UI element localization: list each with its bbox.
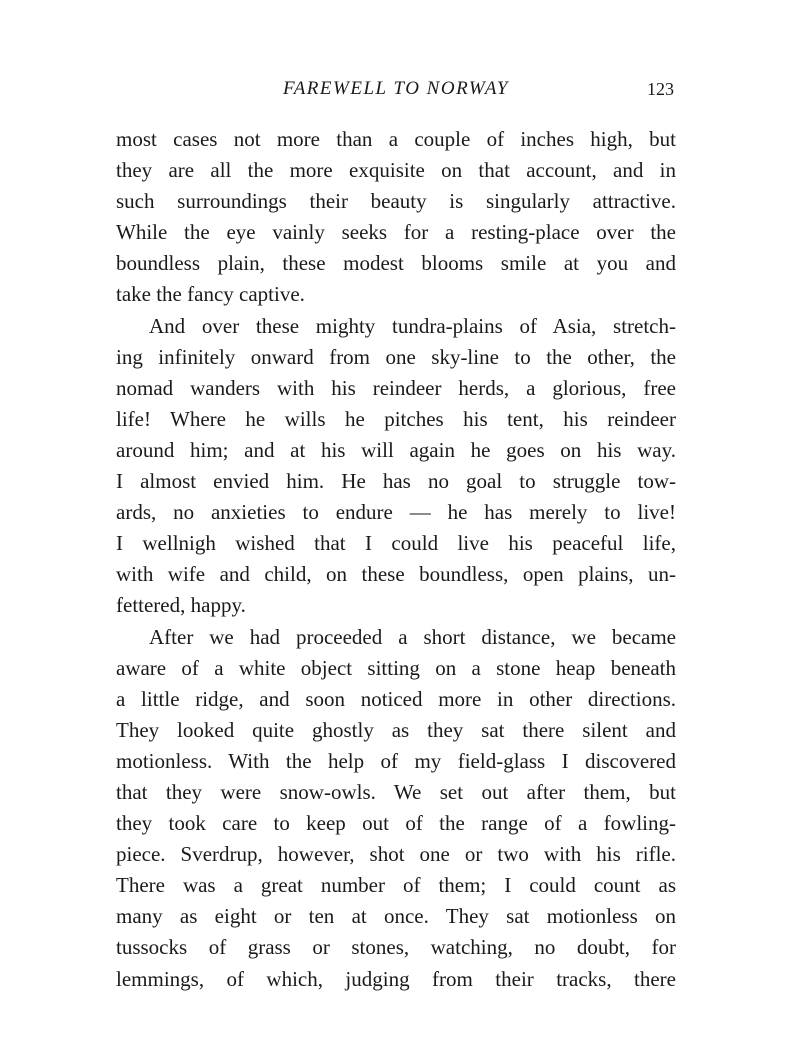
running-head <box>116 74 676 104</box>
text-line: While the eye vainly seeks for a resting-place over the <box>116 220 676 245</box>
text-line: They looked quite ghostly as they sat there silent and <box>116 717 676 742</box>
running-title: FAREWELL TO NORWAY <box>283 78 509 99</box>
text-line: most cases not more than a couple of inches high, but <box>116 127 676 151</box>
text-line: life! Where he wills he pitches his tent, his reindeer <box>116 406 676 431</box>
text-line: ards, no anxieties to endure — he has merely to live! <box>116 500 676 525</box>
text-line: piece. Sverdrup, however, shot one or two with his rifle. <box>116 842 676 867</box>
text-line: After we had proceeded a short distance, we became <box>149 624 676 649</box>
text-line: with wife and child, on these boundless, open plains, un- <box>116 562 676 587</box>
text-line: around him; and at his will again he goes on his way. <box>116 437 676 462</box>
text-line: a little ridge, and soon noticed more in other directions. <box>116 686 676 711</box>
text-line: motionless. With the help of my field-glass I discovered <box>116 748 676 773</box>
text-line: many as eight or ten at once. They sat motionless on <box>116 904 676 929</box>
text-line: ing infinitely onward from one sky-line to the other, the <box>116 344 676 369</box>
text-line: lemmings, of which, judging from their tracks, there <box>116 966 676 991</box>
text-line: boundless plain, these modest blooms smile at you and <box>116 251 676 276</box>
text-line: they took care to keep out of the range of a fowling- <box>116 811 676 836</box>
text-line: And over these mighty tundra-plains of Asia, stretch- <box>149 313 676 338</box>
text-line: I wellnigh wished that I could live his peaceful life, <box>116 531 676 556</box>
text-line: nomad wanders with his reindeer herds, a glorious, free <box>116 375 676 400</box>
text-line: tussocks of grass or stones, watching, no doubt, for <box>116 935 676 960</box>
text-line: There was a great number of them; I could count as <box>116 873 676 898</box>
text-line: take the fancy captive. <box>116 282 305 307</box>
text-line: such surroundings their beauty is singularly attractive. <box>116 189 676 214</box>
text-line: fettered, happy. <box>116 593 246 618</box>
page-number: 123 <box>647 79 674 99</box>
text-line: that they were snow-owls. We set out after them, but <box>116 779 676 804</box>
body-text <box>116 124 676 995</box>
text-line: I almost envied him. He has no goal to struggle tow- <box>116 469 676 494</box>
text-line: aware of a white object sitting on a stone heap beneath <box>116 655 676 680</box>
text-line: they are all the more exquisite on that account, and in <box>116 158 676 183</box>
